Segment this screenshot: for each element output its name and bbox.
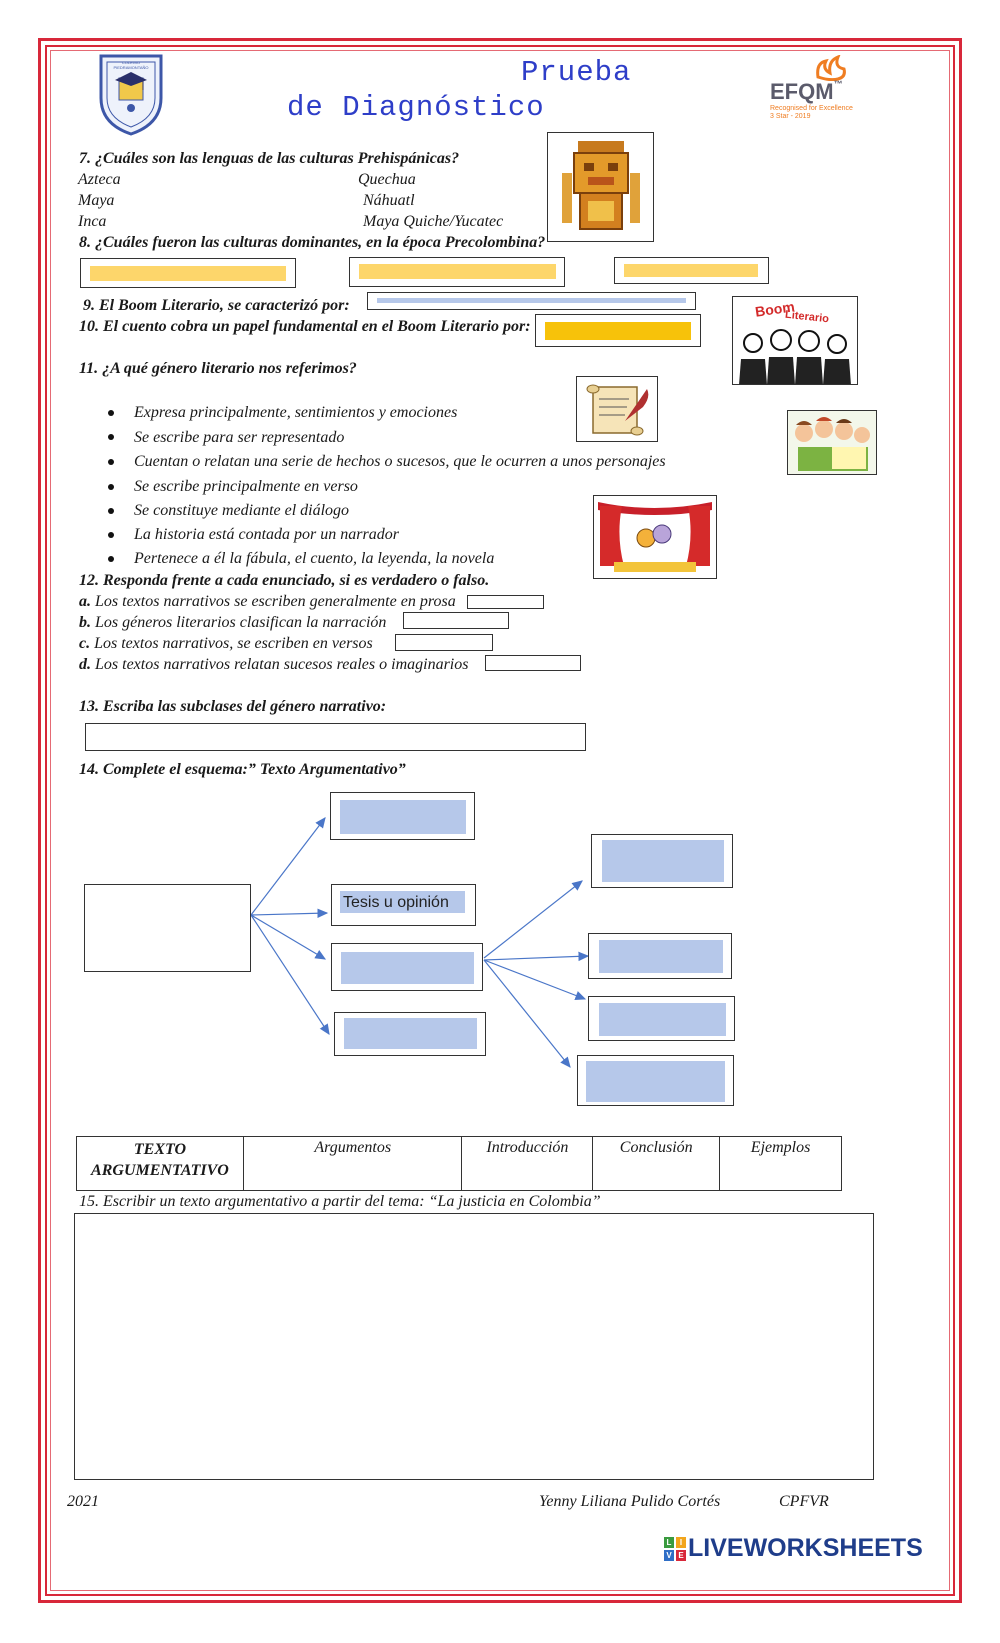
question-14: 14. Complete el esquema:” Texto Argumentativo” [79, 761, 406, 778]
genre-item: La historia está contada por un narrador [134, 526, 399, 543]
language-maya-quiche: Maya Quiche/Yucatec [363, 213, 504, 230]
table-cell-ejemplos[interactable]: Ejemplos [720, 1137, 842, 1191]
table-cell-introduccion[interactable]: Introducción [462, 1137, 593, 1191]
statement-b-letter: b. [79, 614, 91, 631]
language-nahuatl: Náhuatl [363, 192, 415, 209]
seal-text-1: COLEGIO [121, 60, 141, 65]
question-8: 8. ¿Cuáles fueron las culturas dominantes, en la época Precolombina? [79, 234, 546, 251]
statement-c-letter: c. [79, 635, 91, 652]
scheme-sub-3-box[interactable] [588, 996, 735, 1041]
question-13: 13. Escriba las subclases del género narrativo: [79, 698, 387, 715]
scheme-branch-thesis-box [331, 884, 476, 926]
seal-text-2: PIEDRAMONTAÑO [113, 65, 149, 70]
scheme-branch-4-box[interactable] [334, 1012, 486, 1056]
scheme-thesis-label: Tesis u opinión [343, 894, 449, 911]
title-line-2: de Diagnóstico [287, 91, 545, 124]
question-10: 10. El cuento cobra un papel fundamental en el Boom Literario por: [79, 318, 531, 335]
answer-15-textarea[interactable] [74, 1213, 874, 1480]
footer-code: CPFVR [779, 1493, 829, 1510]
genre-item: Pertenece a él la fábula, el cuento, la leyenda, la novela [134, 550, 495, 567]
table-cell-conclusion[interactable]: Conclusión [593, 1137, 720, 1191]
scheme-root-box[interactable] [84, 884, 251, 972]
question-11: 11. ¿A qué género literario nos referimos? [79, 360, 357, 377]
efqm-tm: ™ [833, 79, 843, 89]
scheme-branch-3-box[interactable] [331, 943, 483, 991]
arrow [251, 915, 325, 959]
efqm-name: EFQM [770, 79, 834, 104]
scheme-sub-2-box[interactable] [588, 933, 732, 979]
logo-letter: I [676, 1537, 686, 1548]
boom-image-text-2: Literario [784, 308, 830, 326]
logo-letter: V [664, 1550, 674, 1561]
scheme-sub-1-box[interactable] [591, 834, 733, 888]
question-12: 12. Responda frente a cada enunciado, si es verdadero o falso. [79, 572, 490, 589]
language-azteca: Azteca [78, 171, 121, 188]
table-cell-texto-argumentativo: TEXTO ARGUMENTATIVO [77, 1137, 244, 1191]
genre-item: Expresa principalmente, sentimientos y emociones [134, 404, 458, 421]
genre-item: Cuentan o relatan una serie de hechos o sucesos, que le ocurren a unos personajes [134, 453, 666, 470]
footer-year: 2021 [67, 1493, 99, 1510]
statement-b-text: Los géneros literarios clasifican la narración [91, 614, 387, 631]
language-quechua: Quechua [358, 171, 416, 188]
arrow [251, 915, 329, 1034]
efqm-stars: 3 Star - 2019 [770, 113, 811, 120]
arrow [251, 818, 325, 915]
argumentative-table [76, 1136, 842, 1191]
question-15: 15. Escribir un texto argumentativo a partir del tema: “La justicia en Colombia” [79, 1193, 601, 1210]
genre-item: Se constituye mediante el diálogo [134, 502, 350, 519]
statement-a-text: Los textos narrativos se escriben generalmente en prosa [91, 593, 456, 610]
scheme-sub-4-box[interactable] [577, 1055, 734, 1106]
footer-author: Yenny Liliana Pulido Cortés [539, 1493, 721, 1510]
logo-letter: L [664, 1537, 674, 1548]
question-7: 7. ¿Cuáles son las lenguas de las culturas Prehispánicas? [79, 150, 460, 167]
statement-d-text: Los textos narrativos relatan sucesos reales o imaginarios [91, 656, 469, 673]
arrow [251, 913, 327, 915]
title-line-1: Prueba [521, 56, 632, 89]
question-9: 9. El Boom Literario, se caracterizó por: [83, 297, 350, 314]
liveworksheets-wordmark: LIVEWORKSHEETS [688, 1534, 923, 1562]
liveworksheets-brand [664, 1534, 948, 1564]
genre-item: Se escribe principalmente en verso [134, 478, 358, 495]
statement-d-letter: d. [79, 656, 91, 673]
genre-item: Se escribe para ser representado [134, 429, 345, 446]
arrow [484, 956, 588, 960]
logo-letter: E [676, 1550, 686, 1561]
scheme-branch-1-box[interactable] [330, 792, 475, 840]
table-row [77, 1137, 842, 1191]
statement-c-text: Los textos narrativos, se escriben en versos [90, 635, 373, 652]
statement-a-letter: a. [79, 593, 91, 610]
language-inca: Inca [78, 213, 107, 230]
language-maya: Maya [78, 192, 115, 209]
liveworksheets-logo-icon [664, 1537, 686, 1561]
efqm-tagline: Recognised for Excellence [770, 105, 853, 112]
arrow [484, 881, 582, 958]
boom-image-text-1: Boom [754, 298, 796, 320]
table-cell-argumentos[interactable]: Argumentos [243, 1137, 462, 1191]
